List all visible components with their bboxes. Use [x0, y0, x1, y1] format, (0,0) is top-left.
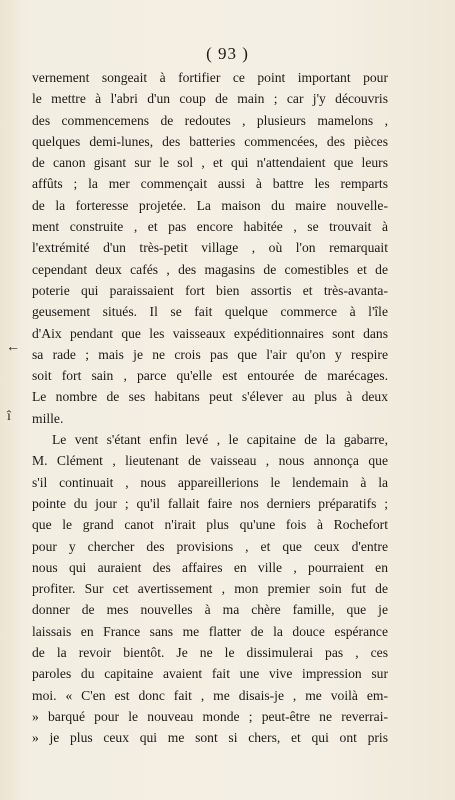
margin-arrow-mark: ←	[6, 340, 20, 355]
text-line: d'Aix pendant que les vaisseaux expéditionnaires sont dans	[32, 325, 388, 341]
text-line: ment construite , et pas encore habitée , se trouvait à	[32, 219, 388, 235]
text-line: M. Clément , lieutenant de vaisseau , nous annonça que	[32, 453, 388, 469]
text-line: le mettre à l'abri d'un coup de main ; car j'y découvris	[32, 91, 388, 107]
text-line: geusement situés. Il se fait quelque commerce à l'île	[32, 304, 388, 320]
text-line: de la forteresse projetée. La maison du maire nouvelle-	[32, 197, 388, 213]
text-line: cependant deux cafés , des magasins de comestibles et de	[32, 261, 388, 277]
text-line: moi. « C'en est donc fait , me disais-je , me voilà em-	[32, 687, 388, 703]
text-line: pour y chercher des provisions , et que ceux d'entre	[32, 538, 388, 554]
text-line: que le grand canot n'irait plus qu'une fois à Rochefort	[32, 517, 388, 533]
text-line: des commencemens de redoutes , plusieurs mamelons ,	[32, 112, 388, 128]
text-line: de la revoir bientôt. Je ne le dissimulerai pas , ces	[32, 645, 388, 661]
body-text	[32, 67, 388, 749]
page-number: ( 93 )	[206, 44, 249, 63]
text-line: paroles du capitaine avaient fait une vive impression sur	[32, 666, 388, 682]
text-line: » barqué pour le nouveau monde ; peut-être ne reverrai-	[32, 708, 388, 724]
text-line: nous qui auraient des affaires en ville , pourraient en	[32, 559, 388, 575]
text-line: laissais en France sans me flatter de la douce espérance	[32, 623, 388, 639]
text-line: pointe du jour ; qu'il fallait faire nos derniers préparatifs ;	[32, 495, 388, 511]
text-line: Le vent s'étant enfin levé , le capitaine de la gabarre,	[52, 432, 388, 448]
text-line: poterie qui paraissaient fort bien assortis et très-avanta-	[32, 282, 388, 298]
text-line: s'il continuait , nous appareillerions le lendemain à la	[32, 474, 388, 490]
text-line: l'extrémité d'un très-petit village , où l'on remarquait	[32, 240, 388, 256]
text-line: soit fort sain , parce qu'elle est entourée de marécages.	[32, 368, 388, 384]
text-line: profiter. Sur cet avertissement , mon premier soin fut de	[32, 581, 388, 597]
margin-note-mark: î	[7, 409, 11, 424]
text-line: quelques demi-lunes, des batteries commencées, des pièces	[32, 133, 388, 149]
text-line: de canon gisant sur le sol , et qui n'attendaient que leurs	[32, 155, 388, 171]
text-line: » je plus ceux qui me sont si chers, et qui ont pris	[32, 730, 388, 746]
text-line: affûts ; la mer commençait aussi à battre les remparts	[32, 176, 388, 192]
text-line: vernement songeait à fortifier ce point important pour	[32, 70, 388, 85]
text-line: donner de mes nouvelles à ma chère famille, que je	[32, 602, 388, 618]
text-line: mille.	[32, 410, 64, 426]
text-line: sa rade ; mais je ne crois pas que l'air qu'on y respire	[32, 346, 388, 362]
text-line: Le nombre de ses habitans peut s'élever au plus à deux	[32, 389, 388, 405]
